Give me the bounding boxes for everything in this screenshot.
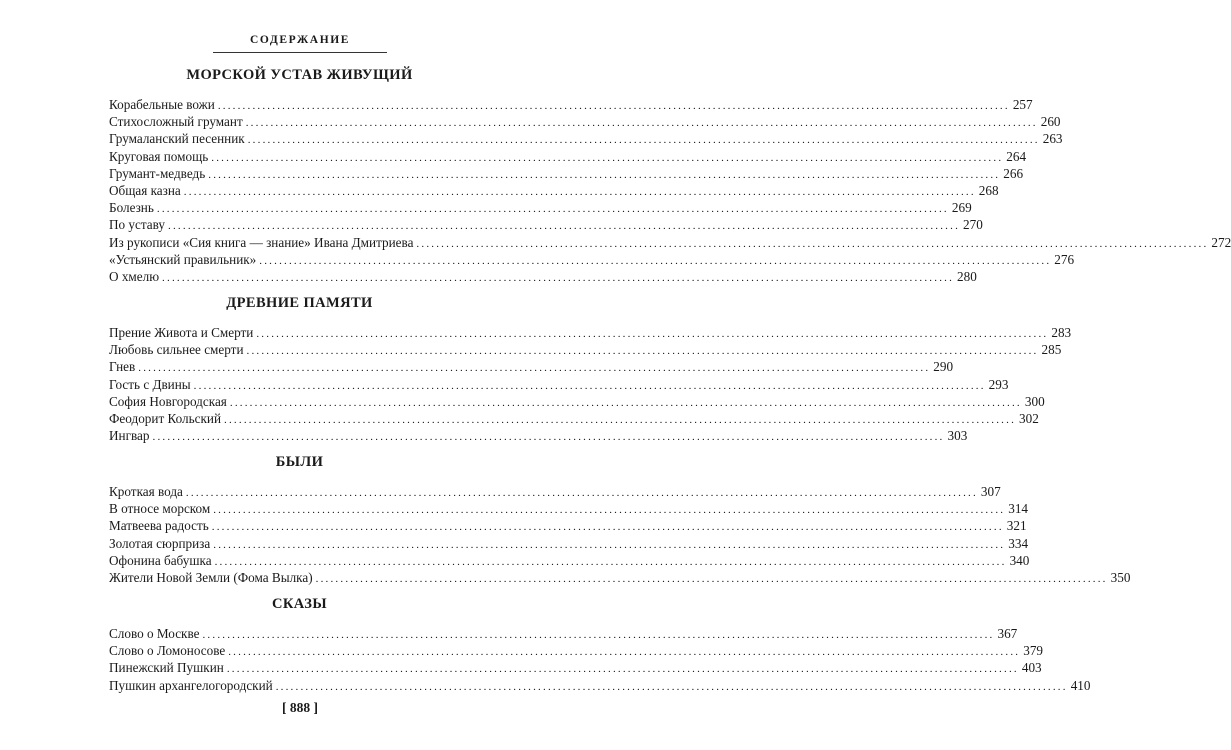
entry-page: 303 — [947, 428, 968, 444]
entry-title: Жители Новой Земли (Фома Вылка) — [109, 569, 313, 585]
leader-dots: ................................................................................................................................................................ — [183, 185, 976, 198]
leader-dots: ................................................................................................................................................................ — [208, 168, 1001, 181]
entry-page: 403 — [1021, 660, 1042, 676]
toc-section-drevnie-pamyati — [109, 294, 1072, 444]
entry-page: 340 — [1009, 552, 1030, 568]
toc-entry[interactable] — [109, 324, 1072, 341]
toc-entry[interactable] — [109, 659, 1042, 676]
toc-entry[interactable] — [109, 113, 1061, 130]
leader-dots: ................................................................................................................................................................ — [247, 134, 1040, 147]
toc-entry[interactable] — [109, 148, 1027, 165]
leader-dots: ................................................................................................................................................................ — [213, 538, 1006, 551]
section-title: МОРСКОЙ УСТАВ ЖИВУЩИЙ — [186, 67, 413, 83]
entry-title: Кроткая вода — [109, 484, 183, 499]
entry-page: 290 — [933, 359, 954, 375]
toc-entry[interactable] — [109, 251, 1075, 268]
entry-title: В относе морском — [109, 501, 211, 517]
toc-entry[interactable] — [109, 535, 1029, 552]
entry-page: 379 — [1023, 643, 1043, 659]
leader-dots: ................................................................................................................................................................ — [214, 555, 1007, 568]
entry-page: 280 — [957, 268, 977, 284]
entry-page: 410 — [1070, 677, 1091, 693]
page-number: [ 888 ] — [282, 700, 318, 715]
entry-page: 263 — [1042, 131, 1063, 147]
leader-dots: ................................................................................................................................................................ — [224, 413, 1017, 426]
entry-title: Матвеева радость — [109, 518, 209, 534]
leader-dots: ................................................................................................................................................................ — [226, 663, 1019, 676]
entry-title: Болезнь — [109, 200, 154, 216]
leader-dots: ................................................................................................................................................................ — [246, 345, 1039, 358]
toc-entry[interactable] — [109, 625, 1018, 642]
toc-entry[interactable] — [109, 552, 1030, 569]
toc-entry[interactable] — [109, 642, 1043, 659]
entry-title: По уставу — [109, 217, 166, 233]
entry-title: Слово о Москве — [109, 626, 200, 641]
entry-page: 269 — [951, 200, 972, 216]
leader-dots: ................................................................................................................................................................ — [168, 220, 961, 233]
entry-title: Слово о Ломоносове — [109, 643, 226, 659]
leader-dots: ................................................................................................................................................................ — [193, 379, 986, 392]
toc-entry[interactable] — [109, 500, 1029, 517]
toc-entry[interactable] — [109, 268, 977, 285]
leader-dots: ................................................................................................................................................................ — [416, 237, 1209, 250]
entry-title: Грумант-медведь — [109, 165, 206, 181]
entry-title: Гость с Двины — [109, 376, 191, 392]
entry-page: 307 — [980, 484, 1001, 499]
toc-section-byli — [109, 453, 1131, 586]
entry-page: 260 — [1040, 114, 1061, 130]
leader-dots: ................................................................................................................................................................ — [315, 572, 1108, 585]
entry-page: 314 — [1008, 501, 1029, 517]
entry-page: 268 — [978, 182, 999, 198]
toc-entry[interactable] — [109, 358, 954, 375]
toc-section-skazy — [109, 595, 1091, 694]
leader-dots: ................................................................................................................................................................ — [211, 521, 1004, 534]
entry-page: 264 — [1006, 148, 1027, 164]
entry-title: Гнев — [109, 359, 136, 375]
entry-title: Общая казна — [109, 182, 181, 198]
section-title: СКАЗЫ — [272, 596, 327, 612]
entry-page: 321 — [1006, 518, 1027, 534]
toc-entry[interactable] — [109, 427, 968, 444]
section-title: БЫЛИ — [275, 454, 324, 470]
leader-dots: ................................................................................................................................................................ — [228, 646, 1021, 659]
entry-title: Корабельные вожи — [109, 97, 215, 112]
entry-title: Пинежский Пушкин — [109, 660, 224, 676]
entry-title: О хмелю — [109, 268, 160, 284]
toc-entry[interactable] — [109, 234, 1231, 251]
entry-page: 300 — [1024, 393, 1045, 409]
entry-page: 266 — [1003, 165, 1024, 181]
entry-page: 302 — [1019, 410, 1039, 426]
entry-page: 283 — [1051, 325, 1072, 340]
entry-title: Ингвар — [109, 428, 150, 444]
entry-page: 334 — [1008, 535, 1029, 551]
leader-dots: ................................................................................................................................................................ — [213, 504, 1006, 517]
entry-title: Золотая сюрприза — [109, 535, 211, 551]
leader-dots: ................................................................................................................................................................ — [275, 680, 1068, 693]
entry-page: 293 — [988, 376, 1009, 392]
toc-entry[interactable] — [109, 165, 1024, 182]
leader-dots: ................................................................................................................................................................ — [245, 117, 1038, 130]
toc-entry[interactable] — [109, 130, 1063, 147]
entry-page: 350 — [1110, 569, 1131, 585]
toc-entry[interactable] — [109, 376, 1009, 393]
entry-title: Прение Живота и Смерти — [109, 325, 254, 340]
leader-dots: ................................................................................................................................................................ — [138, 362, 931, 375]
entry-title: «Устьянский правильник» — [109, 251, 257, 267]
toc-entry[interactable] — [109, 677, 1091, 694]
entry-title: София Новгородская — [109, 393, 227, 409]
entry-page: 276 — [1054, 251, 1075, 267]
entry-title: Любовь сильнее смерти — [109, 342, 244, 358]
entry-title: Феодорит Кольский — [109, 410, 222, 426]
toc-entry[interactable] — [109, 96, 1033, 113]
toc-section-moskoy-ustav — [109, 66, 1231, 285]
entry-page: 285 — [1041, 342, 1062, 358]
entry-title: Пушкин архангелогородский — [109, 677, 273, 693]
leader-dots: ................................................................................................................................................................ — [156, 203, 949, 216]
entry-title: Грумаланский песенник — [109, 131, 245, 147]
entry-page: 257 — [1012, 97, 1033, 112]
leader-dots: ................................................................................................................................................................ — [185, 487, 978, 499]
toc-entry[interactable] — [109, 569, 1131, 586]
entry-page: 270 — [963, 217, 983, 233]
leader-dots: ................................................................................................................................................................ — [162, 271, 955, 284]
leader-dots: ................................................................................................................................................................ — [256, 328, 1049, 340]
running-head: СОДЕРЖАНИЕ — [249, 34, 351, 46]
entry-title: Стихосложный грумант — [109, 114, 243, 130]
toc-entry[interactable] — [109, 393, 1045, 410]
toc-entry[interactable] — [109, 216, 983, 233]
entry-title: Круговая помощь — [109, 148, 209, 164]
toc-entry[interactable] — [109, 182, 999, 199]
toc-entry[interactable] — [109, 517, 1027, 534]
toc-entry[interactable] — [109, 199, 972, 216]
header-rule — [213, 52, 387, 53]
section-title: ДРЕВНИЕ ПАМЯТИ — [226, 295, 373, 311]
entry-title: Офонина бабушка — [109, 552, 212, 568]
leader-dots: ................................................................................................................................................................ — [211, 151, 1004, 164]
toc-entry[interactable] — [109, 483, 1001, 500]
leader-dots: ................................................................................................................................................................ — [229, 396, 1022, 409]
toc-entry[interactable] — [109, 341, 1062, 358]
leader-dots: ................................................................................................................................................................ — [152, 431, 945, 444]
entry-title: Из рукописи «Сия книга — знание» Ивана Дмитриева — [109, 234, 414, 250]
toc-entry[interactable] — [109, 410, 1039, 427]
leader-dots: ................................................................................................................................................................ — [217, 100, 1010, 112]
entry-page: 367 — [997, 626, 1018, 641]
entry-page: 272 — [1211, 234, 1231, 250]
leader-dots: ................................................................................................................................................................ — [202, 629, 995, 641]
leader-dots: ................................................................................................................................................................ — [259, 254, 1052, 267]
